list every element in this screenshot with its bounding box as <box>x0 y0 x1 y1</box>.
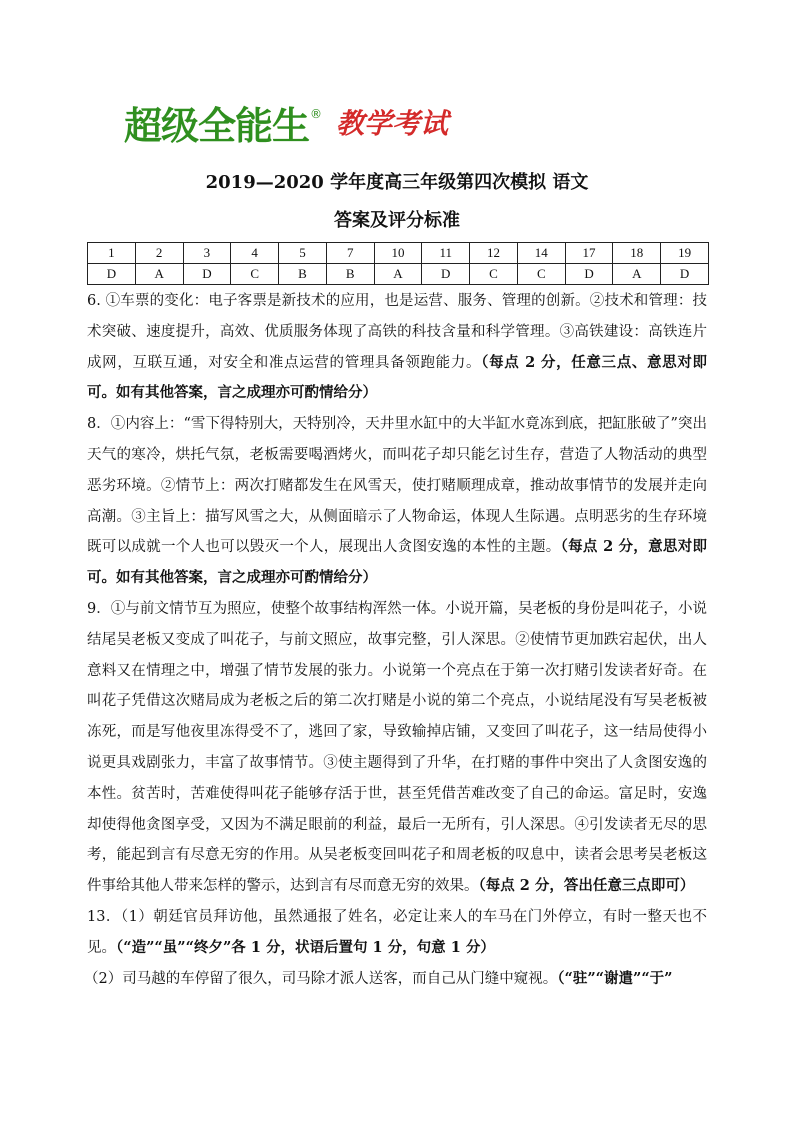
answer-q6 <box>87 286 707 409</box>
page-title: 2019—2020 学年度高三年级第四次模拟 语文 <box>205 172 589 193</box>
page-subtitle: 答案及评分标准 <box>334 210 460 231</box>
question-number-cell: 19 <box>661 243 709 264</box>
question-number-row <box>88 243 709 264</box>
answer-cell: C <box>470 264 518 285</box>
answer-cell: D <box>183 264 231 285</box>
answer-q9 <box>87 594 707 902</box>
q9-scoring-note: （每点 2 分，答出任意三点即可） <box>478 877 695 895</box>
q8-scoring-note: （每点 2 分，意思对即可。如有其他答案，言之成理亦可酌情给分） <box>87 538 708 587</box>
q13-part1-scoring-note: （“造”“虽”“终夕”各 1 分，状语后置句 1 分，句意 1 分） <box>116 938 495 956</box>
question-number-cell: 17 <box>565 243 613 264</box>
question-number-cell: 7 <box>326 243 374 264</box>
answer-content <box>84 286 708 994</box>
question-number-cell: 18 <box>613 243 661 264</box>
question-number-cell: 10 <box>374 243 422 264</box>
answer-cell: A <box>613 264 661 285</box>
question-number-cell: 2 <box>135 243 183 264</box>
question-number-cell: 14 <box>517 243 565 264</box>
q8-text: 8．①内容上：“雪下得特别大，天特别冷，天井里水缸中的大半缸水竟冻到底，把缸胀破了”突出天气的寒冷，烘托气氛，老板需要喝酒烤火，而叫花子却只能乞讨生存，营造了人物活动的典型恶劣环境。②情节上：两次打赌都发生在风雪天，使打赌顺理成章，推动故事情节的发展并走向高潮。③主旨上：描写风雪之大，从侧面暗示了人物命运，体现人生际遇。点明恶劣的生存环境既可以成就一个人也可以毁灭一个人，展现出人贪图安逸的本性的主题。 <box>87 416 707 556</box>
answer-cell: A <box>135 264 183 285</box>
q13-part2-scoring-note: （“驻”“谢遣”“于” <box>557 969 673 987</box>
answer-cell: C <box>517 264 565 285</box>
answer-cell: C <box>231 264 279 285</box>
q13-part1-text: 13．（1）朝廷官员拜访他，虽然通报了姓名，必定让来人的车马在门外停立，有时一整天也不见。 <box>87 908 707 956</box>
answer-table <box>87 242 709 285</box>
q6-text: 6. ①车票的变化：电子客票是新技术的应用，也是运营、服务、管理的创新。②技术和管理：技术突破、速度提升，高效、优质服务体现了高铁的科技含量和科学管理。③高铁建设：高铁连片成网，互联互通，对安全和准点运营的管理具备领跑能力。 <box>87 293 707 371</box>
answer-cell: D <box>88 264 136 285</box>
question-number-cell: 12 <box>470 243 518 264</box>
answer-cell: D <box>422 264 470 285</box>
answer-q13-part2 <box>84 964 707 995</box>
answer-cell: A <box>374 264 422 285</box>
q9-text: 9．①与前文情节互为照应，使整个故事结构浑然一体。小说开篇，吴老板的身份是叫花子，小说结尾吴老板又变成了叫花子，与前文照应，故事完整，引人深思。②使情节更加跌宕起伏，出人意料又在情理之中，增强了情节发展的张力。小说第一个亮点在于第一次打赌引发读者好奇。在叫花子凭借这次赌局成为老板之后的第二次打赌是小说的第二个亮点，小说结尾没有写吴老板被冻死，而是写他夜里冻得受不了，逃回了家，导致输掉店铺，又变回了叫花子，这一结局使得小说更具戏剧张力，丰富了故事情节。③使主题得到了升华，在打赌的事件中突出了人贪图安逸的本性。贫苦时，苦难使得叫花子能够存活于世，甚至凭借苦难改变了自己的命运。富足时，安逸却使得他贪图享受，又因为不满足眼前的利益，最后一无所有，引人深思。④引发读者无尽的思考，能起到言有尽意无穷的作用。从吴老板变回叫花子和周老板的叹息中，读者会思考吴老板这件事给其他人带来怎样的警示，达到言有尽而意无穷的效果。 <box>87 600 707 895</box>
question-number-cell: 3 <box>183 243 231 264</box>
registered-mark: ® <box>310 107 323 121</box>
answer-q8 <box>87 409 707 594</box>
question-number-cell: 4 <box>231 243 279 264</box>
logo-brand: 超级全能生 <box>124 104 310 148</box>
logo <box>124 104 448 154</box>
question-number-cell: 5 <box>279 243 327 264</box>
q13-part2-text: （2）司马越的车停留了很久，司马除才派人送客，而自己从门缝中窥视。 <box>84 970 558 987</box>
answer-cell: D <box>565 264 613 285</box>
q6-scoring-note: （每点 2 分，任意三点、意思对即可。如有其他答案，言之成理亦可酌情给分） <box>87 353 708 402</box>
logo-subtitle: 教学考试 <box>336 107 449 140</box>
answer-cell: B <box>326 264 374 285</box>
answer-row <box>88 264 709 285</box>
question-number-cell: 11 <box>422 243 470 264</box>
answer-cell: D <box>661 264 709 285</box>
answer-cell: B <box>279 264 327 285</box>
question-number-cell: 1 <box>88 243 136 264</box>
answer-q13-part1 <box>87 902 707 964</box>
